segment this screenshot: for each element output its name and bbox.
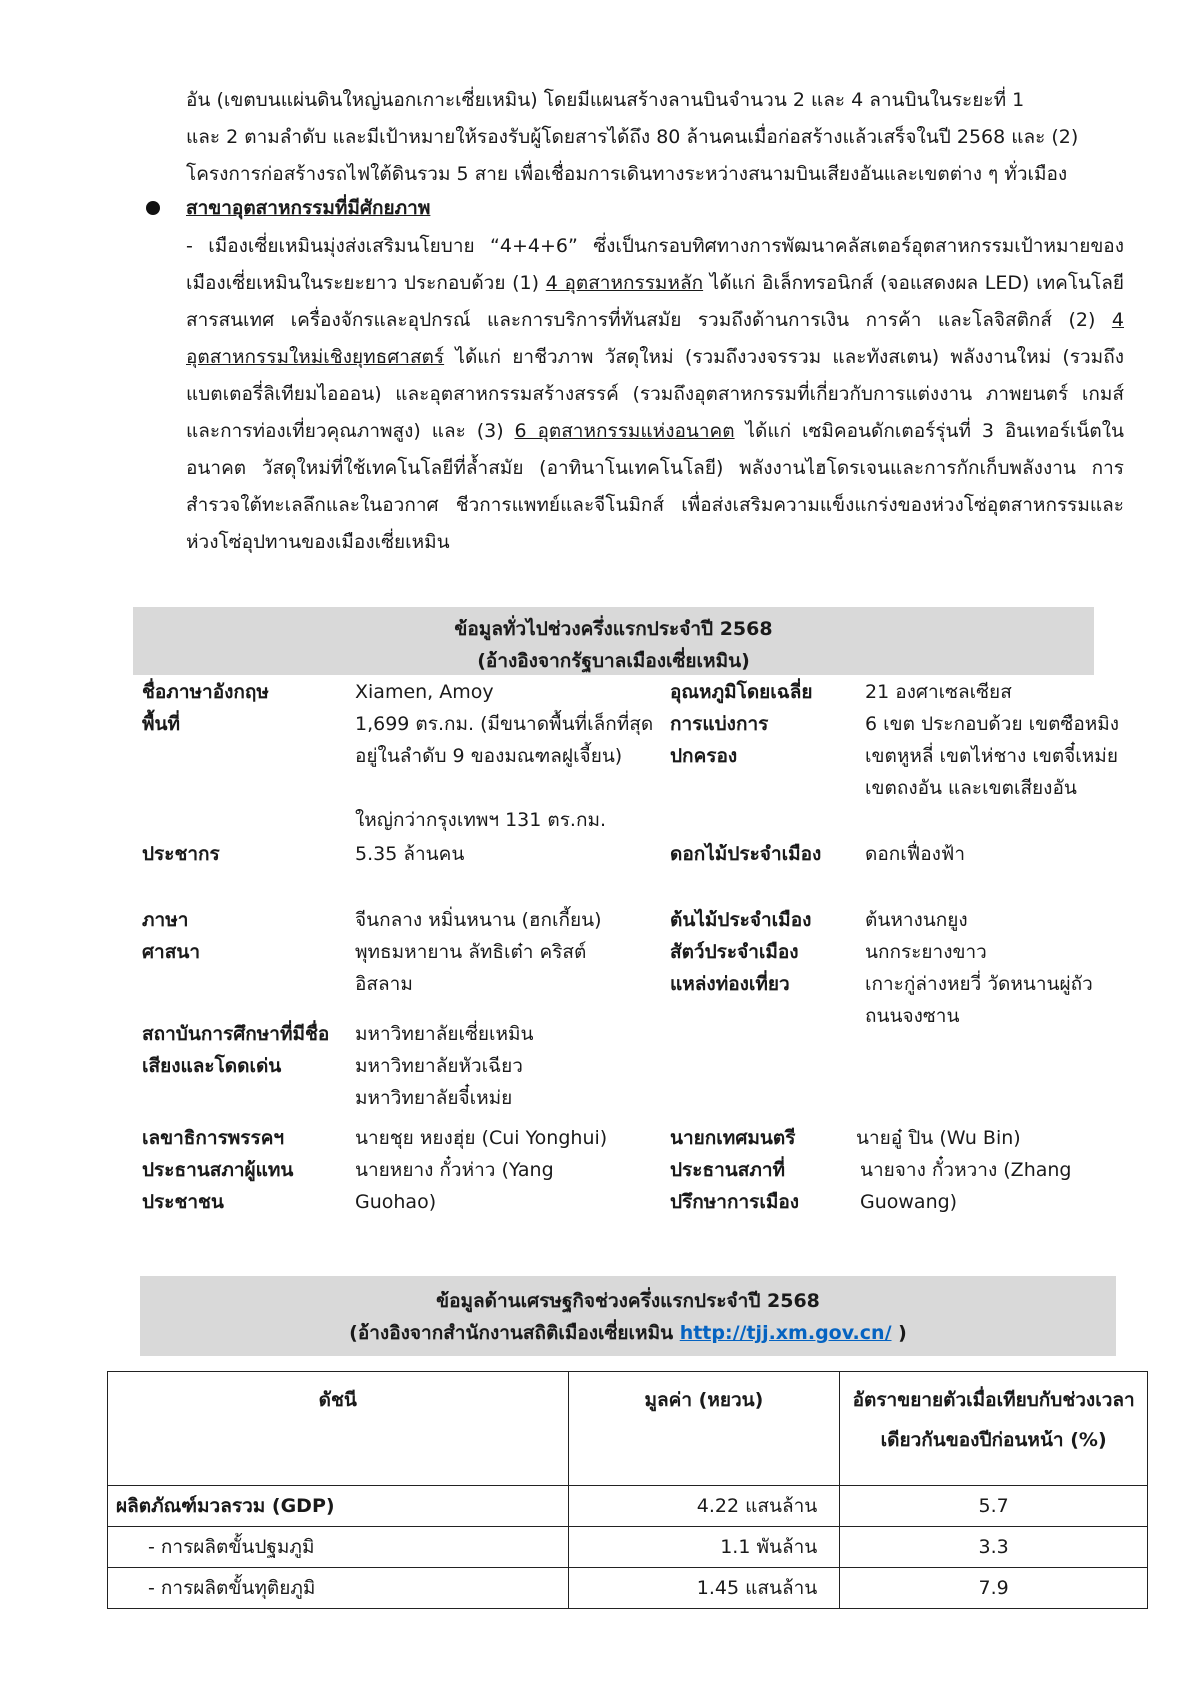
- city-animal-value: นกกระยางขาว: [865, 941, 987, 963]
- row-value: 1.45 แสนล้าน: [568, 1568, 840, 1609]
- intro-line: อัน (เขตบนแผ่นดินใหญ่นอกเกาะเซี่ยเหมิน) โดยมีแผนสร้างลานบินจำนวน 2 และ 4 ลานบินในระยะที่ 1: [186, 89, 1025, 111]
- religion-value: พุทธมหายาน ลัทธิเต๋า คริสต์ อิสลาม: [355, 941, 587, 995]
- table-header-row: [108, 1372, 1148, 1486]
- row-growth: 5.7: [840, 1486, 1148, 1527]
- row-growth: 7.9: [840, 1568, 1148, 1609]
- economy-subtitle: [140, 1317, 1116, 1349]
- mayor-value: นายอู๋ ปิน (Wu Bin): [856, 1127, 1021, 1149]
- table-row: [108, 1486, 1148, 1527]
- area-comparison: ใหญ่กว่ากรุงเทพฯ 131 ตร.กม.: [355, 809, 607, 831]
- population-value: 5.35 ล้านคน: [355, 843, 465, 865]
- strategic-industries: 4 อุตสาหกรรมใหม่เชิงยุทธศาสตร์: [186, 309, 1124, 368]
- future-industries: 6 อุตสาหกรรมแห่งอนาคต: [514, 420, 735, 442]
- row-value: 1.1 พันล้าน: [568, 1527, 840, 1568]
- english-name-value: Xiamen, Amoy: [355, 681, 494, 703]
- religion-label: ศาสนา: [142, 941, 200, 963]
- row-name: ผลิตภัณฑ์มวลรวม (GDP): [108, 1486, 569, 1527]
- area-label: พื้นที่: [142, 713, 181, 735]
- english-name-label: ชื่อภาษาอังกฤษ: [142, 681, 269, 703]
- row-name: - การผลิตขั้นทุติยภูมิ: [108, 1568, 569, 1609]
- column-header-value: มูลค่า (หยวน): [568, 1372, 840, 1486]
- industry-text: ได้แก่ อิเล็กทรอนิกส์ (จอแสดงผล LED) เทคโนโลยีสารสนเทศ เครื่องจักรและอุปกรณ์ และการบริการที่ทันสมัย รวมถึงด้านการเงิน การค้า และโลจิสติกส์ (2): [186, 272, 1124, 331]
- row-name: - การผลิตขั้นปฐมภูมิ: [108, 1527, 569, 1568]
- table-row: [108, 1568, 1148, 1609]
- statistics-link[interactable]: http://tjj.xm.gov.cn/: [679, 1322, 892, 1344]
- row-growth: 3.3: [840, 1527, 1148, 1568]
- industry-text: - เมืองเซี่ยเหมินมุ่งส่งเสริมนโยบาย “4+4+6” ซึ่งเป็นกรอบทิศทางการพัฒนาคลัสเตอร์อุตสาหกรรมเป้าหมายของเมืองเซี่ยเหมินในระยะยาว ประกอบด้วย (1): [186, 235, 1124, 294]
- education-value: มหาวิทยาลัยจี๋เหม่ย: [355, 1087, 513, 1109]
- city-flower-label: ดอกไม้ประจำเมือง: [670, 843, 822, 865]
- administration-label: การแบ่งการปกครอง: [670, 713, 769, 767]
- intro-line: โครงการก่อสร้างรถไฟใต้ดินรวม 5 สาย เพื่อเชื่อมการเดินทางระหว่างสนามบินเสียงอันและเขตต่าง ๆ ทั่วเมือง: [186, 163, 1068, 185]
- mayor-label: นายกเทศมนตรี ประธานสภาที่ปรึกษาการเมือง: [670, 1127, 800, 1213]
- economy-table: [107, 1371, 1148, 1609]
- attractions-value: เกาะกู่ล่างหยวี่ วัดหนานผู่ถัว ถนนจงซาน: [865, 973, 1093, 1027]
- attractions-label: แหล่งท่องเที่ยว: [670, 973, 790, 995]
- core-industries: 4 อุตสาหกรรมหลัก: [545, 272, 704, 294]
- industry-text: ได้แก่ เซมิคอนดักเตอร์รุ่นที่ 3 อินเทอร์เน็ตในอนาคต วัสดุใหม่ที่ใช้เทคโนโลยีที่ล้ำสมัย (อาทินาโนเทคโนโลยี) พลังงานไฮโดรเจนและการกักเก็บพลังงาน การสำรวจใต้ทะเลลึกและในอวกาศ ชีวการแพทย์และจีโนมิกส์ เพื่อส่งเสริมความแข็งแกร่งของห่วงโซ่อุตสาหกรรมและห่วงโซ่อุปทานของเมืองเซี่ยเหมิน: [186, 420, 1124, 553]
- general-info-header: [133, 607, 1094, 675]
- city-tree-value: ต้นหางนกยูง: [865, 909, 968, 931]
- economy-title: ข้อมูลด้านเศรษฐกิจช่วงครึ่งแรกประจำปี 2568: [436, 1290, 820, 1312]
- temperature-label: อุณหภูมิโดยเฉลี่ย: [670, 681, 813, 703]
- education-value: มหาวิทยาลัยเซี่ยเหมิน: [355, 1023, 534, 1045]
- area-value: 1,699 ตร.กม. (มีขนาดพื้นที่เล็กที่สุดอยู่ในลำดับ 9 ของมณฑลฝูเจี้ยน): [355, 713, 654, 767]
- party-secretary-label: เลขาธิการพรรคฯ ประธานสภาผู้แทนประชาชน: [142, 1127, 294, 1213]
- city-flower-value: ดอกเฟื่องฟ้า: [865, 843, 966, 865]
- table-row: [108, 1527, 1148, 1568]
- temperature-value: 21 องศาเซลเซียส: [865, 681, 1012, 703]
- intro-paragraph: [186, 82, 1124, 193]
- education-label: สถาบันการศึกษาที่มีชื่อเสียงและโดดเด่น: [142, 1023, 330, 1077]
- economy-header: [140, 1276, 1116, 1356]
- education-value: มหาวิทยาลัยหัวเฉียว: [355, 1055, 523, 1077]
- administration-value: 6 เขต ประกอบด้วย เขตซือหมิง เขตหูหลี่ เขตไห่ชาง เขตจี๋เหม่ย เขตถงอัน และเขตเสียงอัน: [865, 713, 1120, 799]
- economy-source-end: ): [891, 1322, 907, 1344]
- industry-title: สาขาอุตสาหกรรมที่มีศักยภาพ: [186, 197, 431, 219]
- population-label: ประชากร: [142, 843, 220, 865]
- column-header-index: ดัชนี: [108, 1372, 569, 1486]
- column-header-growth: อัตราขยายตัวเมื่อเทียบกับช่วงเวลาเดียวกันของปีก่อนหน้า (%): [840, 1372, 1148, 1486]
- industry-body: [186, 228, 1124, 561]
- bullet-icon: [146, 201, 160, 215]
- party-secretary-value: นายชุย หยงฮุ่ย (Cui Yonghui) นายหยาง กั๋วห่าว (Yang Guohao): [355, 1127, 608, 1213]
- cppcc-chair-value: นายจาง กั๋วหวาง (Zhang Guowang): [860, 1159, 1072, 1213]
- row-value: 4.22 แสนล้าน: [568, 1486, 840, 1527]
- general-info-title: ข้อมูลทั่วไปช่วงครึ่งแรกประจำปี 2568: [454, 618, 773, 640]
- language-value: จีนกลาง หมิ่นหนาน (ฮกเกี้ยน): [355, 909, 602, 931]
- general-info-subtitle: (อ้างอิงจากรัฐบาลเมืองเซี่ยเหมิน): [477, 650, 750, 672]
- industry-text: ได้แก่ ยาชีวภาพ วัสดุใหม่ (รวมถึงวงจรรวม และทังสเตน) พลังงานใหม่ (รวมถึงแบตเตอรี่ลิเทียมไอออน) และอุตสาหกรรมสร้างสรรค์ (รวมถึงอุตสาหกรรมที่เกี่ยวกับการแต่งงาน ภาพยนตร์ เกมส์ และการท่องเที่ยวคุณภาพสูง) และ (3): [186, 346, 1124, 442]
- city-animal-label: สัตว์ประจำเมือง: [670, 941, 799, 963]
- intro-line: และ 2 ตามลำดับ และมีเป้าหมายให้รองรับผู้โดยสารได้ถึง 80 ล้านคนเมื่อก่อสร้างแล้วเสร็จในปี 2568 และ (2): [186, 126, 1079, 148]
- city-tree-label: ต้นไม้ประจำเมือง: [670, 909, 812, 931]
- economy-source: (อ้างอิงจากสำนักงานสถิติเมืองเซี่ยเหมิน: [349, 1322, 680, 1344]
- language-label: ภาษา: [142, 909, 189, 931]
